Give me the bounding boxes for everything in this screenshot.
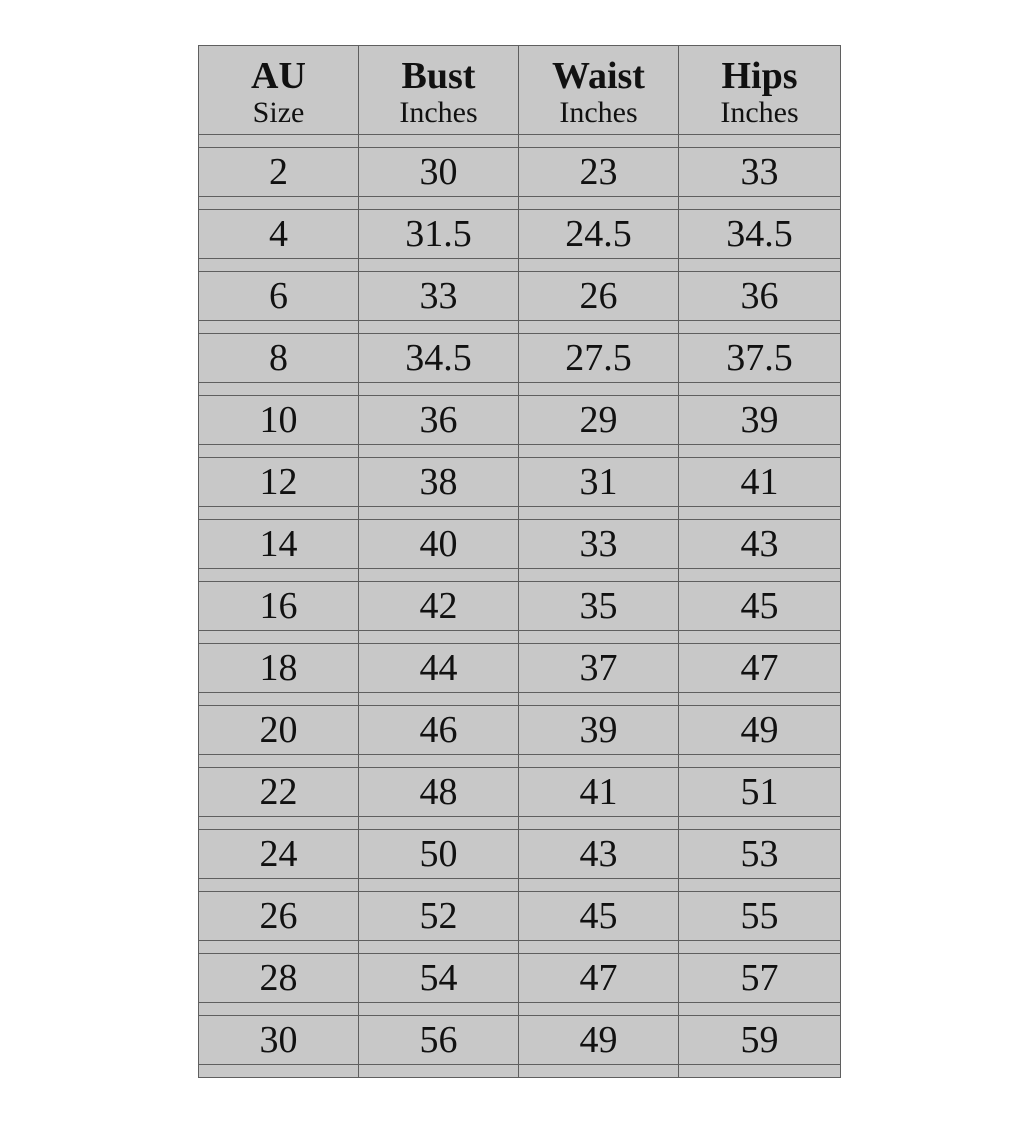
bust-cell: 30 <box>359 148 519 197</box>
row-separator <box>199 383 841 396</box>
separator-cell <box>679 321 841 334</box>
separator-cell <box>359 755 519 768</box>
row-separator <box>199 569 841 582</box>
separator-cell <box>199 941 359 954</box>
table-row <box>199 830 841 879</box>
row-separator <box>199 135 841 148</box>
row-separator <box>199 755 841 768</box>
hips-cell: 36 <box>679 272 841 321</box>
waist-cell: 23 <box>519 148 679 197</box>
table-row <box>199 1016 841 1065</box>
separator-cell <box>679 445 841 458</box>
separator-cell <box>519 941 679 954</box>
waist-cell: 24.5 <box>519 210 679 259</box>
row-separator <box>199 321 841 334</box>
separator-cell <box>199 383 359 396</box>
separator-cell <box>199 197 359 210</box>
hips-cell: 41 <box>679 458 841 507</box>
separator-cell <box>359 135 519 148</box>
hips-cell: 33 <box>679 148 841 197</box>
separator-cell <box>199 817 359 830</box>
separator-cell <box>679 631 841 644</box>
au-size-cell: 16 <box>199 582 359 631</box>
waist-cell: 37 <box>519 644 679 693</box>
separator-cell <box>199 259 359 272</box>
waist-cell: 41 <box>519 768 679 817</box>
separator-cell <box>519 259 679 272</box>
header-main-label: Hips <box>721 55 798 97</box>
separator-cell <box>679 383 841 396</box>
hips-cell: 45 <box>679 582 841 631</box>
waist-cell: 35 <box>519 582 679 631</box>
separator-cell <box>199 755 359 768</box>
waist-cell: 45 <box>519 892 679 941</box>
au-size-cell: 18 <box>199 644 359 693</box>
separator-cell <box>519 693 679 706</box>
row-separator <box>199 941 841 954</box>
table-row <box>199 272 841 321</box>
hips-cell: 37.5 <box>679 334 841 383</box>
separator-cell <box>679 197 841 210</box>
waist-cell: 39 <box>519 706 679 755</box>
au-size-cell: 14 <box>199 520 359 569</box>
hips-cell: 59 <box>679 1016 841 1065</box>
separator-cell <box>359 693 519 706</box>
header-main-label: AU <box>251 55 306 97</box>
au-size-cell: 26 <box>199 892 359 941</box>
au-size-cell: 12 <box>199 458 359 507</box>
separator-cell <box>519 631 679 644</box>
hips-cell: 55 <box>679 892 841 941</box>
separator-cell <box>519 383 679 396</box>
bust-cell: 48 <box>359 768 519 817</box>
separator-cell <box>679 693 841 706</box>
bust-cell: 44 <box>359 644 519 693</box>
au-size-cell: 22 <box>199 768 359 817</box>
bust-cell: 56 <box>359 1016 519 1065</box>
waist-cell: 31 <box>519 458 679 507</box>
separator-cell <box>359 941 519 954</box>
au-size-cell: 30 <box>199 1016 359 1065</box>
waist-cell: 29 <box>519 396 679 445</box>
separator-cell <box>359 631 519 644</box>
separator-cell <box>199 631 359 644</box>
separator-cell <box>359 1003 519 1016</box>
separator-cell <box>359 507 519 520</box>
au-size-cell: 4 <box>199 210 359 259</box>
separator-cell <box>519 507 679 520</box>
separator-cell <box>199 507 359 520</box>
separator-cell <box>519 817 679 830</box>
bust-cell: 50 <box>359 830 519 879</box>
waist-cell: 43 <box>519 830 679 879</box>
hips-cell: 51 <box>679 768 841 817</box>
waist-cell: 47 <box>519 954 679 1003</box>
separator-cell <box>359 445 519 458</box>
separator-cell <box>679 755 841 768</box>
separator-cell <box>199 879 359 892</box>
bust-cell: 54 <box>359 954 519 1003</box>
separator-cell <box>519 569 679 582</box>
separator-cell <box>359 879 519 892</box>
separator-cell <box>199 1065 359 1078</box>
separator-cell <box>679 259 841 272</box>
row-separator <box>199 693 841 706</box>
waist-cell: 33 <box>519 520 679 569</box>
au-size-cell: 8 <box>199 334 359 383</box>
row-separator <box>199 1065 841 1078</box>
row-separator <box>199 1003 841 1016</box>
separator-cell <box>519 197 679 210</box>
separator-cell <box>519 879 679 892</box>
row-separator <box>199 197 841 210</box>
hips-cell: 53 <box>679 830 841 879</box>
size-chart-table <box>198 45 841 1078</box>
header-row <box>199 46 841 135</box>
table-row <box>199 148 841 197</box>
header-sub-label: Size <box>252 96 305 129</box>
separator-cell <box>359 321 519 334</box>
header-sub-label: Inches <box>559 96 638 129</box>
table-row <box>199 892 841 941</box>
table-row <box>199 396 841 445</box>
waist-cell: 26 <box>519 272 679 321</box>
separator-cell <box>679 879 841 892</box>
header-au-size <box>199 46 359 135</box>
table-row <box>199 768 841 817</box>
separator-cell <box>359 259 519 272</box>
bust-cell: 42 <box>359 582 519 631</box>
separator-cell <box>199 569 359 582</box>
row-separator <box>199 817 841 830</box>
au-size-cell: 6 <box>199 272 359 321</box>
bust-cell: 31.5 <box>359 210 519 259</box>
table-row <box>199 458 841 507</box>
separator-cell <box>199 1003 359 1016</box>
separator-cell <box>679 135 841 148</box>
separator-cell <box>679 817 841 830</box>
separator-cell <box>359 197 519 210</box>
au-size-cell: 20 <box>199 706 359 755</box>
au-size-cell: 24 <box>199 830 359 879</box>
separator-cell <box>519 445 679 458</box>
separator-cell <box>199 693 359 706</box>
header-sub-label: Inches <box>720 96 799 129</box>
hips-cell: 43 <box>679 520 841 569</box>
hips-cell: 49 <box>679 706 841 755</box>
au-size-cell: 2 <box>199 148 359 197</box>
hips-cell: 39 <box>679 396 841 445</box>
bust-cell: 34.5 <box>359 334 519 383</box>
hips-cell: 47 <box>679 644 841 693</box>
bust-cell: 52 <box>359 892 519 941</box>
hips-cell: 34.5 <box>679 210 841 259</box>
row-separator <box>199 507 841 520</box>
separator-cell <box>359 817 519 830</box>
table-body <box>199 135 841 1078</box>
separator-cell <box>679 941 841 954</box>
header-bust <box>359 46 519 135</box>
header-main-label: Waist <box>552 55 645 97</box>
separator-cell <box>359 569 519 582</box>
bust-cell: 33 <box>359 272 519 321</box>
table-row <box>199 210 841 259</box>
header-main-label: Bust <box>401 55 476 97</box>
bust-cell: 36 <box>359 396 519 445</box>
separator-cell <box>199 135 359 148</box>
separator-cell <box>679 569 841 582</box>
table-row <box>199 334 841 383</box>
bust-cell: 46 <box>359 706 519 755</box>
header-waist <box>519 46 679 135</box>
separator-cell <box>679 507 841 520</box>
table-row <box>199 706 841 755</box>
waist-cell: 27.5 <box>519 334 679 383</box>
separator-cell <box>519 1065 679 1078</box>
hips-cell: 57 <box>679 954 841 1003</box>
table-row <box>199 644 841 693</box>
row-separator <box>199 445 841 458</box>
table-row <box>199 520 841 569</box>
separator-cell <box>199 445 359 458</box>
separator-cell <box>519 1003 679 1016</box>
header-hips <box>679 46 841 135</box>
header-sub-label: Inches <box>399 96 478 129</box>
separator-cell <box>679 1003 841 1016</box>
table-row <box>199 582 841 631</box>
au-size-cell: 28 <box>199 954 359 1003</box>
table-row <box>199 954 841 1003</box>
separator-cell <box>519 755 679 768</box>
separator-cell <box>519 321 679 334</box>
waist-cell: 49 <box>519 1016 679 1065</box>
separator-cell <box>359 383 519 396</box>
bust-cell: 40 <box>359 520 519 569</box>
separator-cell <box>359 1065 519 1078</box>
row-separator <box>199 879 841 892</box>
au-size-cell: 10 <box>199 396 359 445</box>
bust-cell: 38 <box>359 458 519 507</box>
separator-cell <box>679 1065 841 1078</box>
row-separator <box>199 631 841 644</box>
separator-cell <box>519 135 679 148</box>
separator-cell <box>199 321 359 334</box>
row-separator <box>199 259 841 272</box>
